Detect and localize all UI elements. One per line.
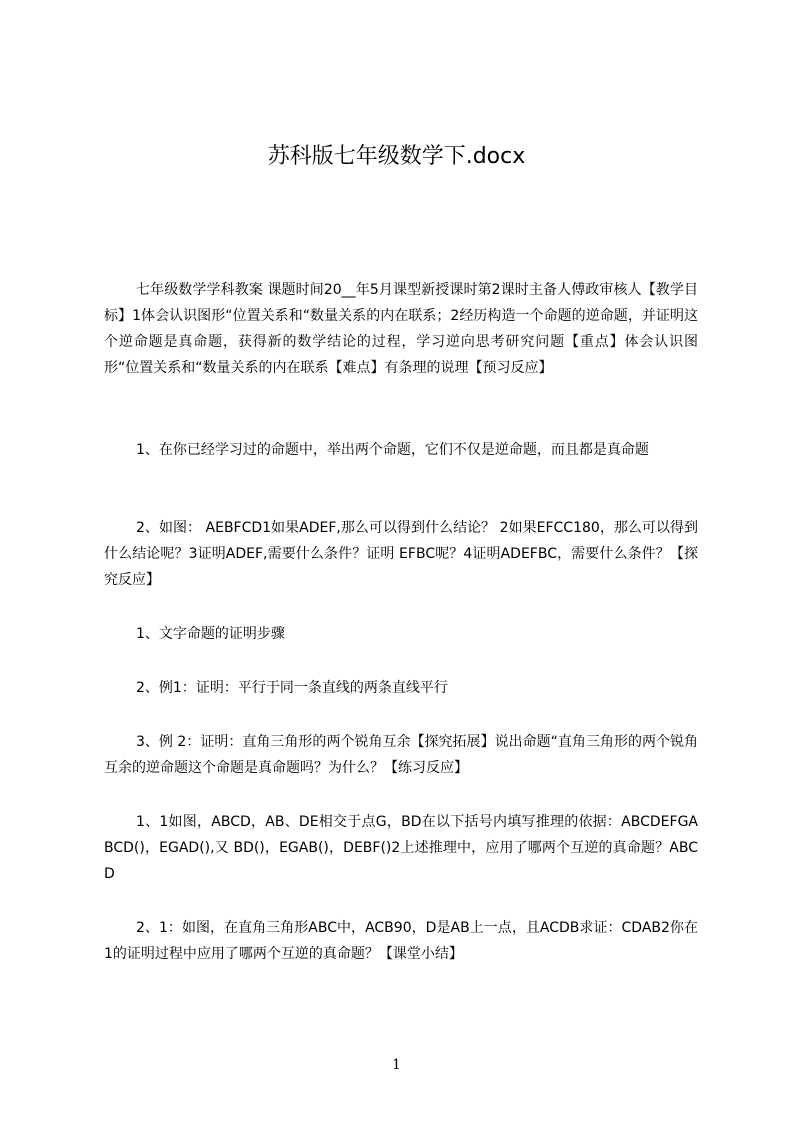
paragraph-lesson-plan: 七年级数学学科教案 课题时间20__年5月课型新授课时第2课时主备人傅政审核人【教学目标】1体会认识图形“位置关系和“数量关系的内在联系；2经历构造一个命题的逆命题，并证明这个逆命题是真命题，获得新的数学结论的过程，学习逆向思考研究问题【重点】体会认识图形“位置关系和“数量关系的内在联系【难点】有条理的说理【预习反应】 — [104, 282, 698, 376]
paragraph-exercise-1: 1、1如图，ABCD，AB、DE相交于点G，BD在以下括号内填写推理的依据：ABCDEFGABCD()，EGAD(),又 BD()，EGAB()，DEBF()2上述推理中，应用了哪两个互逆的真命题？ABCD — [104, 814, 698, 882]
paragraph-preview-2: 2、如图： AEBFCD1如果ADEF,那么可以得到什么结论？ 2如果EFCC180，那么可以得到什么结论呢？3证明ADEF,需要什么条件？证明 EFBC呢？4证明ADEFBC，需要什么条件？【探究反应】 — [104, 520, 698, 588]
paragraph-example-1: 2、例1：证明：平行于同一条直线的两条直线平行 — [136, 680, 448, 696]
paragraph-preview-1: 1、在你已经学习过的命题中，举出两个命题，它们不仅是逆命题，而且都是真命题 — [136, 442, 649, 458]
paragraph-example-2: 3、例 2：证明：直角三角形的两个锐角互余【探究拓展】说出命题“直角三角形的两个锐角互余的逆命题这个命题是真命题吗？为什么？【练习反应】 — [104, 734, 698, 776]
paragraph-exercise-2: 2、1：如图，在直角三角形ABC中，ACB90，D是AB上一点，且ACDB求证：CDAB2你在1的证明过程中应用了哪两个互逆的真命题？【课堂小结】 — [104, 920, 698, 962]
document-title: 苏科版七年级数学下.docx — [267, 144, 526, 169]
paragraph-explore-1: 1、文字命题的证明步骤 — [136, 626, 285, 642]
page-number: 1 — [392, 1057, 401, 1073]
